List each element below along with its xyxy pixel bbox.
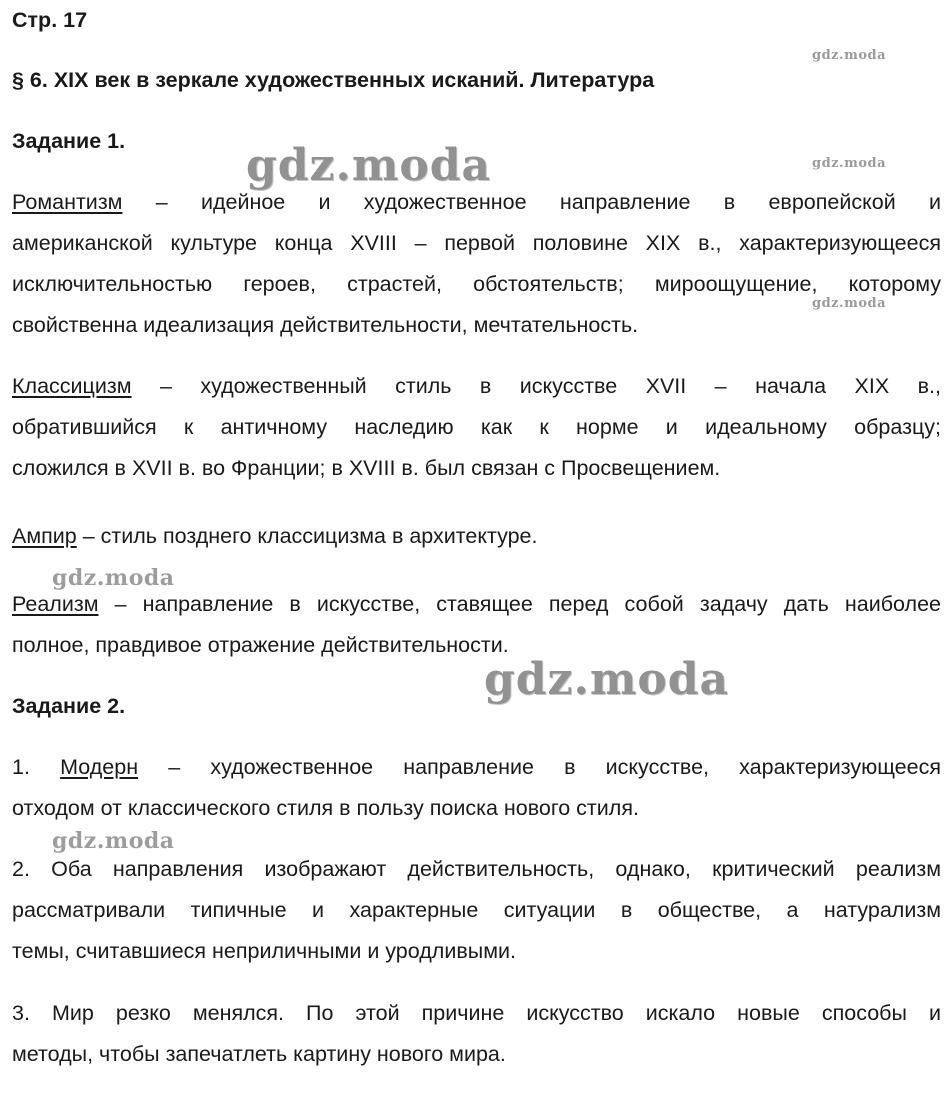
watermark: gdz.moda: [484, 654, 730, 705]
romanticism-line-3: исключительностью героев, страстей, обстоятельств; мироощущение, которому: [12, 272, 941, 296]
watermark: gdz.moda: [52, 828, 175, 854]
watermark: gdz.moda: [812, 48, 887, 63]
task2-item2-line-3: темы, считавшиеся неприличными и уродливыми.: [12, 939, 516, 963]
realism-term: Реализм: [12, 592, 99, 616]
empire-text-1: – стиль позднего классицизма в архитектуре.: [82, 524, 538, 548]
watermark: gdz.moda: [812, 156, 887, 171]
page-label: Стр. 17: [12, 8, 88, 32]
task1-heading: Задание 1.: [12, 129, 126, 153]
watermark: gdz.moda: [812, 296, 887, 311]
watermark: gdz.moda: [246, 140, 492, 191]
task2-item3-line-1: 3. Мир резко менялся. По этой причине искусство искало новые способы и: [12, 1001, 941, 1025]
task2-item2-line-2: рассматривали типичные и характерные ситуации в обществе, а натурализм: [12, 898, 941, 922]
task2-item3-line-2: методы, чтобы запечатлеть картину нового мира.: [12, 1042, 506, 1066]
romanticism-line-4: свойственна идеализация действительности, мечтательность.: [12, 313, 639, 337]
empire-line-1: [12, 516, 941, 557]
watermark: gdz.moda: [52, 565, 175, 591]
realism-line-2: полное, правдивое отражение действительности.: [12, 633, 509, 657]
romanticism-term: Романтизм: [12, 190, 123, 214]
classicism-text-1: – художественный стиль в искусстве XVII – начала XIX в.,: [159, 374, 941, 398]
section-title: § 6. XIX век в зеркале художественных исканий. Литература: [12, 68, 655, 92]
task2-item1-line-2: отходом от классического стиля в пользу поиска нового стиля.: [12, 796, 639, 820]
classicism-line-2: обратившийся к античному наследию как к норме и идеальному образцу;: [12, 415, 941, 439]
empire-term: Ампир: [12, 524, 77, 548]
task2-item1-text-1: – художественное направление в искусстве, характеризующееся: [168, 755, 941, 779]
romanticism-line-2: американской культуре конца XVIII – первой половине XIX в., характеризующееся: [12, 231, 941, 255]
task2-item1-line-1: [12, 747, 941, 788]
classicism-line-1: [12, 366, 941, 407]
task2-item2-line-1: 2. Оба направления изображают действительность, однако, критический реализм: [12, 857, 941, 881]
classicism-line-3: сложился в XVII в. во Франции; в XVIII в. был связан с Просвещением.: [12, 456, 721, 480]
classicism-term: Классицизм: [12, 374, 132, 398]
romanticism-text-1: – идейное и художественное направление в европейской и: [155, 190, 941, 214]
task2-heading: Задание 2.: [12, 694, 126, 718]
modern-term: Модерн: [60, 755, 139, 779]
realism-text-1: – направление в искусстве, ставящее перед собой задачу дать наиболее: [114, 592, 941, 616]
task2-item1-number: 1.: [12, 755, 30, 779]
